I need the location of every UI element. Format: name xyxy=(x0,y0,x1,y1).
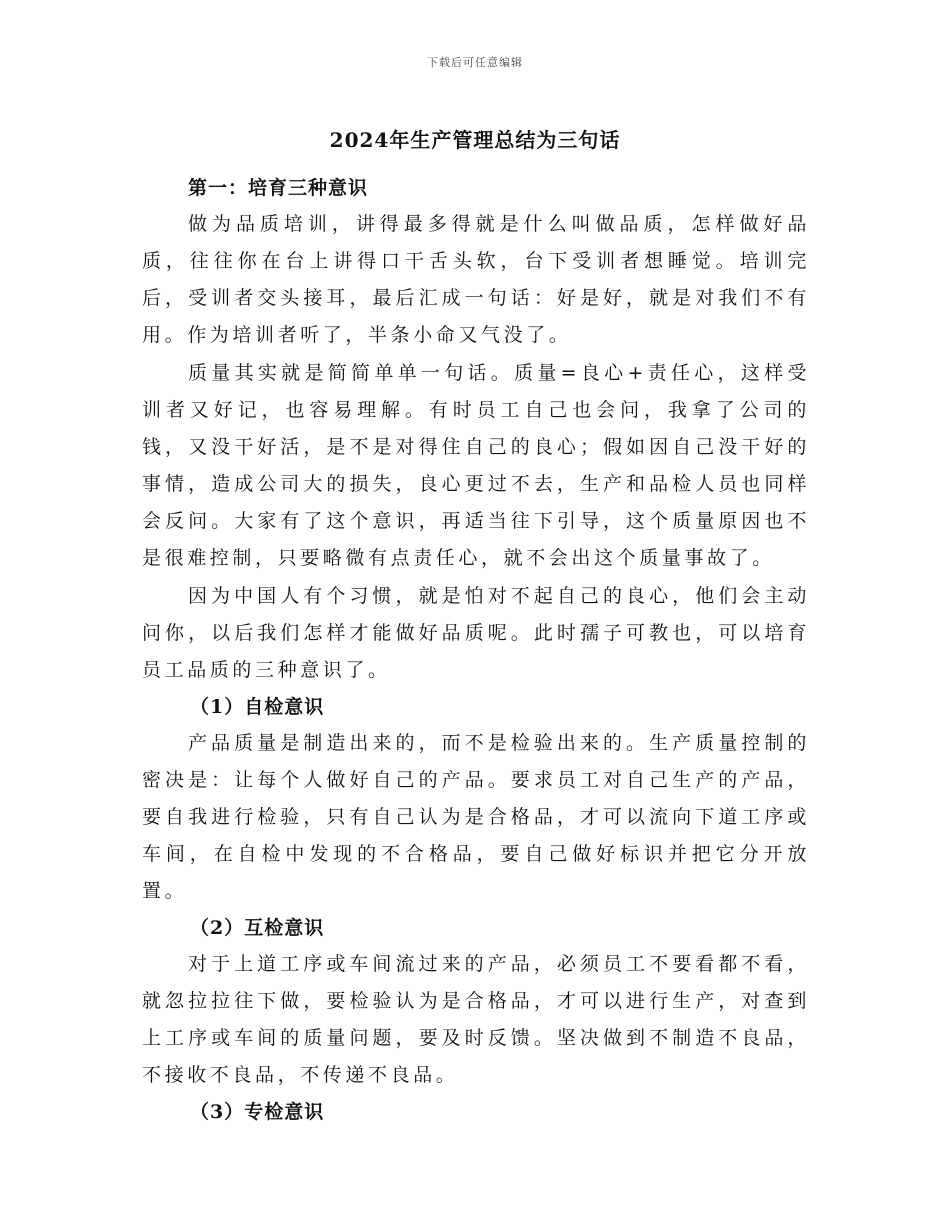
paragraph: 对于上道工序或车间流过来的产品，必须员工不要看都不看，就忽拉拉往下做，要检验认为是合格品，才可以进行生产，对查到上工序或车间的质量问题，要及时反馈。坚决做到不制造不良品，不接收不良品，不传递不良品。 xyxy=(142,953,810,1086)
page-header: 下载后可任意编辑 xyxy=(427,56,523,69)
section-heading: 第一：培育三种意识 xyxy=(188,177,369,199)
subsection-heading: （3）专检意识 xyxy=(190,1101,325,1123)
document-title: 2024年生产管理总结为三句话 xyxy=(329,128,621,152)
subsection-heading: （1）自检意识 xyxy=(190,696,325,718)
paragraph: 产品质量是制造出来的，而不是检验出来的。生产质量控制的密决是：让每个人做好自己的产品。要求员工对自己生产的产品，要自我进行检验，只有自己认为是合格品，才可以流向下道工序或车间，在自检中发现的不合格品，要自己做好标识并把它分开放置。 xyxy=(142,732,810,902)
subsection-heading: （2）互检意识 xyxy=(190,917,325,939)
paragraph: 质量其实就是简简单单一句话。质量=良心+责任心，这样受训者又好记，也容易理解。有时员工自己也会问，我拿了公司的钱，又没干好活，是不是对得住自己的良心；假如因自己没干好的事情，造成公司大的损失，良心更过不去，生产和品检人员也同样会反问。大家有了这个意识，再适当往下引导，这个质量原因也不是很难控制，只要略微有点责任心，就不会出这个质量事故了。 xyxy=(142,362,810,569)
paragraph: 因为中国人有个习惯，就是怕对不起自己的良心，他们会主动问你，以后我们怎样才能做好品质呢。此时孺子可教也，可以培育员工品质的三种意识了。 xyxy=(142,585,810,681)
document-body xyxy=(142,170,810,1130)
paragraph: 做为品质培训，讲得最多得就是什么叫做品质，怎样做好品质，往往你在台上讲得口干舌头软，台下受训者想睡觉。培训完后，受训者交头接耳，最后汇成一句话：好是好，就是对我们不有用。作为培训者听了，半条小命又气没了。 xyxy=(142,213,810,346)
